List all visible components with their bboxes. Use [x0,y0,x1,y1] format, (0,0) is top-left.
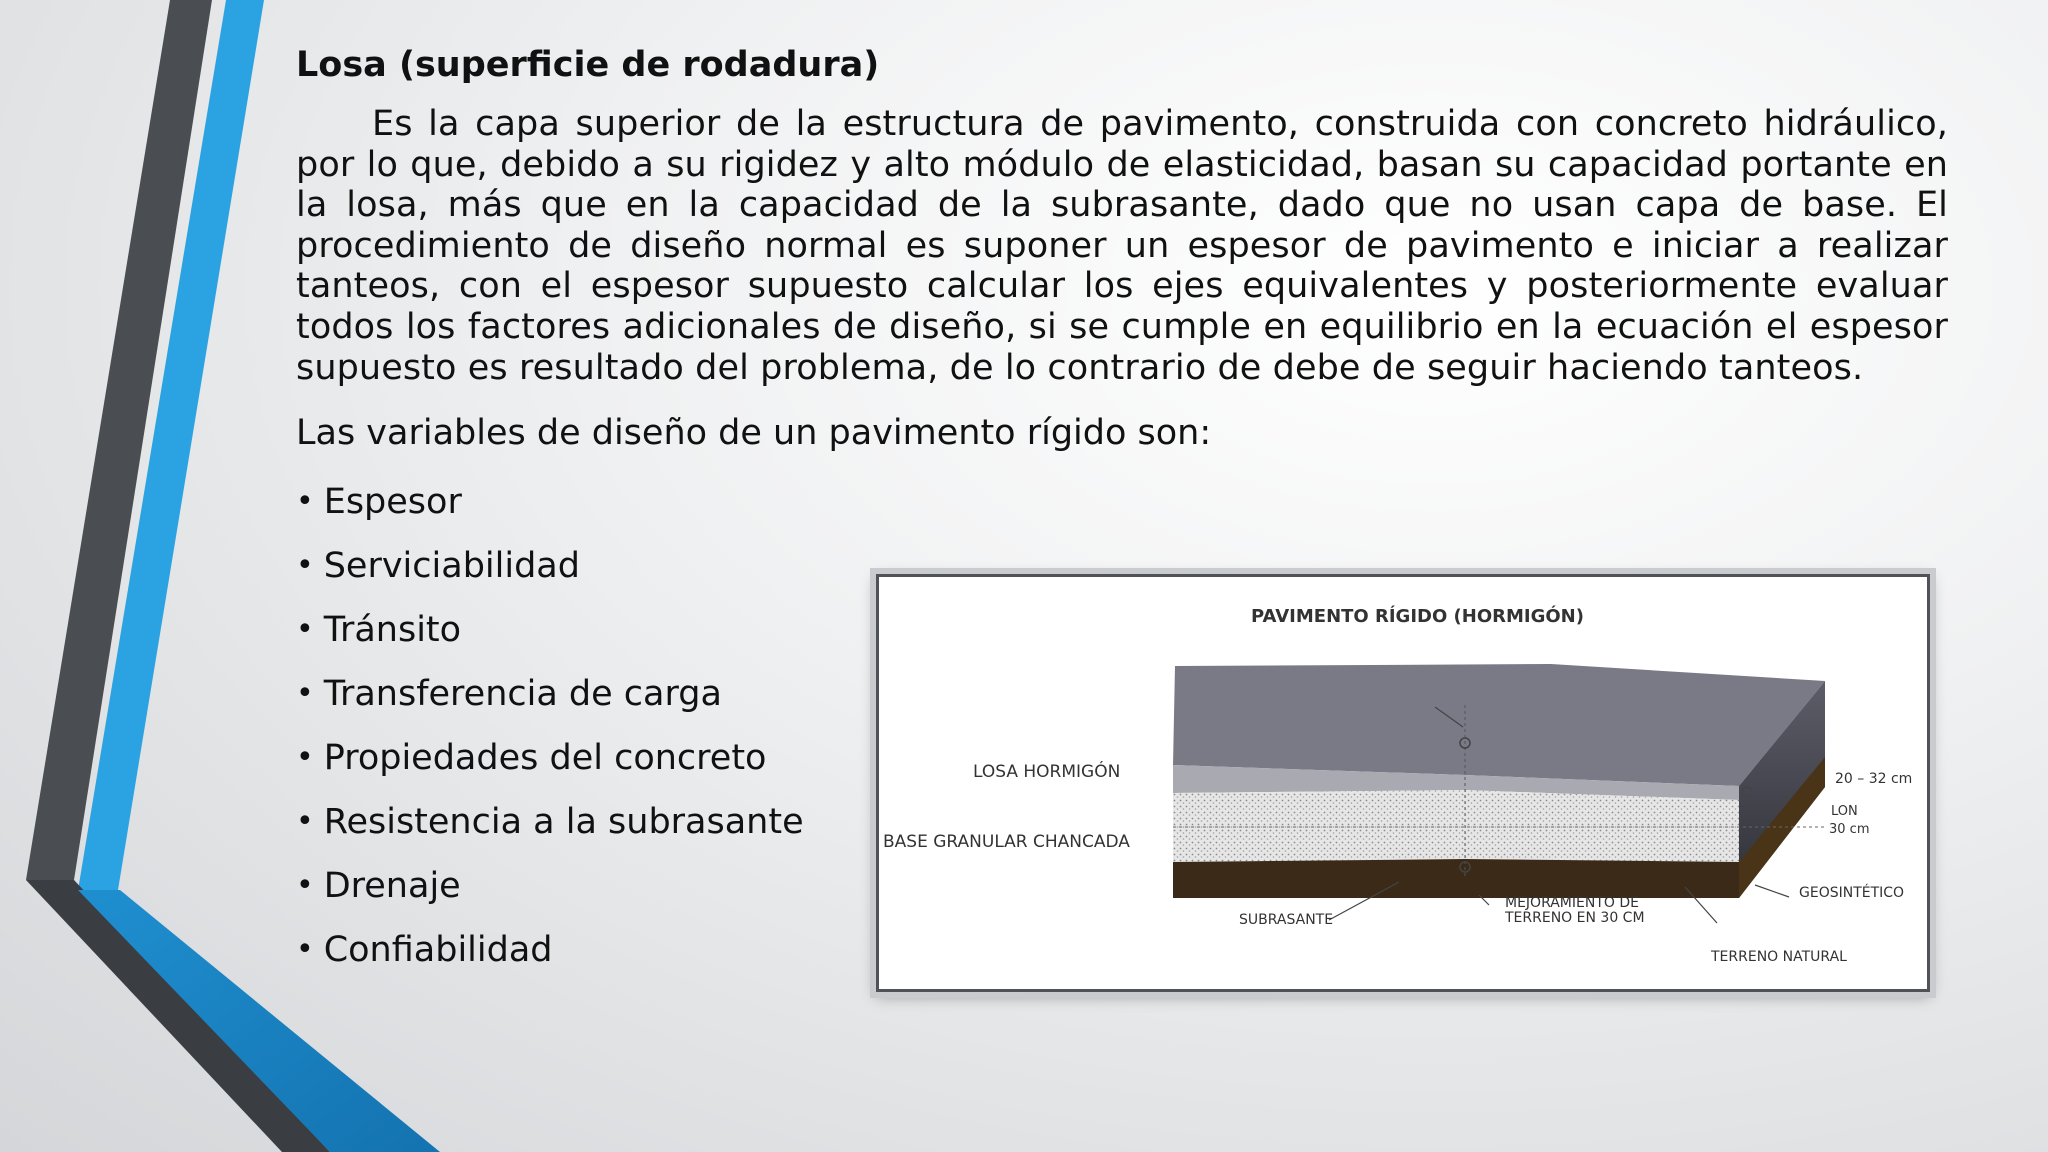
label-base: BASE GRANULAR CHANCADA [883,832,1130,852]
slab-top [1173,664,1825,786]
bullet-icon: • [296,868,314,904]
bullet-icon: • [296,804,314,840]
bullet-icon: • [296,548,314,584]
list-item: • Confiabilidad [296,918,1948,982]
bullet-icon: • [296,484,314,520]
pavement-diagram-svg [879,577,1927,989]
label-mejoramiento-2: TERRENO EN 30 CM [1505,910,1645,926]
pavement-diagram [876,574,1930,992]
list-item: • Tránsito [296,598,1948,662]
label-espesor-base-1: LON [1831,804,1858,819]
label-mejoramiento-1: MEJORAMIENTO DE [1505,895,1639,911]
soil-front [1173,859,1739,898]
list-item: • Drenaje [296,854,1948,918]
label-subrasante: SUBRASANTE [1239,912,1334,928]
bullet-icon: • [296,740,314,776]
list-item: • Resistencia a la subrasante [296,790,1948,854]
label-espesor-losa: 20 – 32 cm [1835,771,1913,787]
list-item: • Propiedades del concreto [296,726,1948,790]
bullet-icon: • [296,612,314,648]
diagram-title: PAVIMENTO RÍGIDO (HORMIGÓN) [1251,606,1584,627]
base-front [1173,790,1739,862]
body-paragraph: Es la capa superior de la estructura de pavimento, construida con concreto hidráulico, por lo que, debido a su rigidez y alto módulo de elasticidad, basan su capacidad portante en la losa, más que en la capacidad de la subrasante, dado que no usan capa de base. El procedimiento de diseño normal es suponer un espesor de pavimento e iniciar a realizar tanteos, con el espesor supuesto calcular los ejes equivalentes y posteriormente evaluar todos los factores adicionales de diseño, si se cumple en equilibrio en la ecuación el espesor supuesto es resultado del problema, de lo contrario de debe de seguir haciendo tanteos. [296,104,1948,388]
label-geosintetico: GEOSINTÉTICO [1799,885,1905,901]
slide-title: Losa (superficie de rodadura) [296,45,880,85]
list-item: • Serviciabilidad [296,534,1948,598]
label-losa: LOSA HORMIGÓN [973,762,1121,782]
label-terreno: TERRENO NATURAL [1711,949,1847,965]
list-item: • Espesor [296,470,1948,534]
bullet-icon: • [296,676,314,712]
label-espesor-base-2: 30 cm [1829,822,1870,837]
bullet-icon: • [296,932,314,968]
variables-intro: Las variables de diseño de un pavimento rígido son: [296,413,1212,454]
list-item: • Transferencia de carga [296,662,1948,726]
